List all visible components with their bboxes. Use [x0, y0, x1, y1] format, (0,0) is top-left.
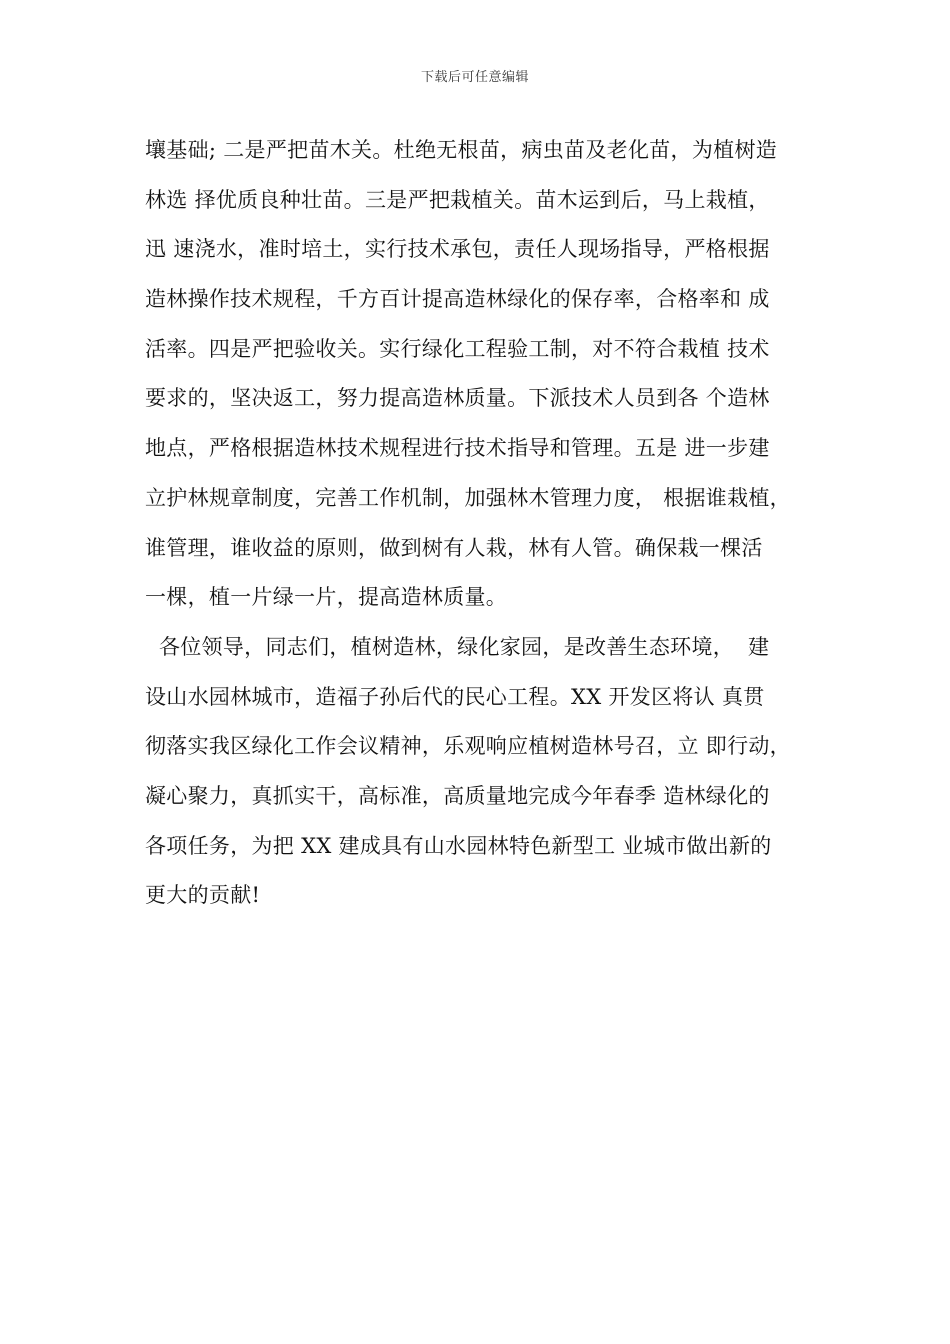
text-line: 彻落实我区绿化工作会议精神，乐观响应植树造林号召，立 即行动，: [145, 734, 791, 759]
text-line: 立护林规章制度，完善工作机制，加强林木管理力度， 根据谁栽植，: [145, 485, 791, 510]
text-line: 地点，严格根据造林技术规程进行技术指导和管理。五是 进一步建: [145, 436, 770, 461]
text-line: 造林操作技术规程，千方百计提高造林绿化的保存率，合格率和 成: [145, 287, 770, 312]
text-line: 活率。四是严把验收关。实行绿化工程验工制，对不符合栽植 技术: [145, 336, 770, 361]
text-line: 迅 速浇水，准时培土，实行技术承包，责任人现场指导，严格根据: [145, 237, 770, 262]
text-line: 谁管理，谁收益的原则，做到树有人栽，林有人管。确保栽一棵活: [145, 535, 763, 560]
text-line: 各项任务，为把 XX 建成具有山水园林特色新型工 业城市做出新的: [145, 833, 772, 858]
text-line: 设山水园林城市，造福子孙后代的民心工程。XX 开发区将认 真贯: [145, 684, 765, 709]
text-line: 一棵，植一片绿一片，提高造林质量。: [145, 585, 508, 610]
text-line: 壤基础; 二是严把苗木关。杜绝无根苗，病虫苗及老化苗，为植树造: [145, 138, 778, 162]
text-line: 要求的，坚决返工，努力提高造林质量。下派技术人员到各 个造林: [145, 386, 770, 411]
document-body: [145, 132, 835, 927]
text-line: 凝心聚力，真抓实干，高标准，高质量地完成今年春季 造林绿化的: [145, 783, 770, 808]
text-line: 更大的贡献!: [145, 883, 261, 908]
page-header: 下载后可任意编辑: [420, 70, 529, 85]
text-line: 林选 择优质良种壮苗。三是严把栽植关。苗木运到后，马上栽植，: [145, 187, 770, 212]
text-line: 各位领导，同志们，植树造林，绿化家园，是改善生态环境， 建: [145, 634, 770, 659]
